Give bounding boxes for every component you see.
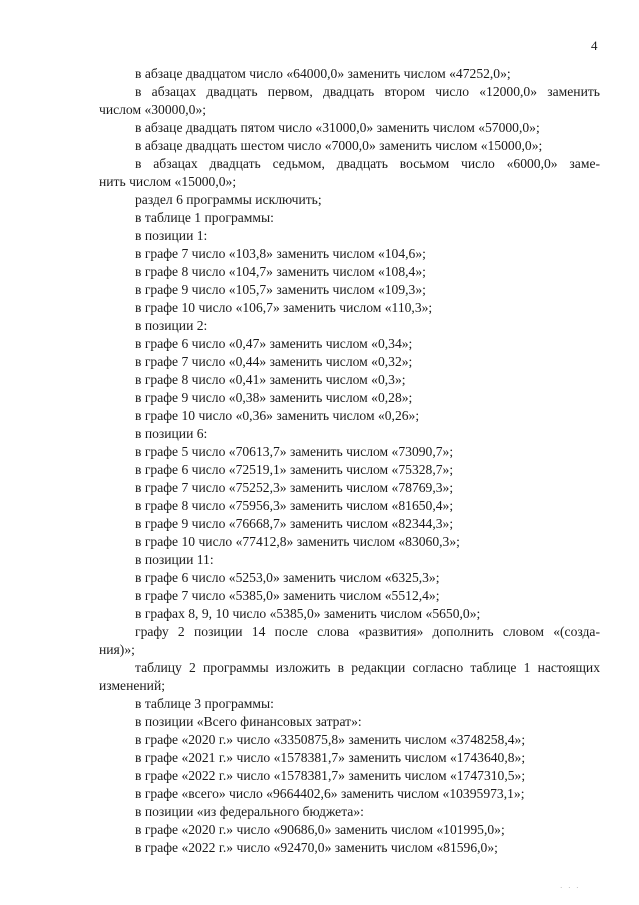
text-line: в позиции «из федерального бюджета»: [135, 804, 364, 819]
text-line: в таблице 3 программы: [135, 696, 274, 711]
text-line: ния)»; [99, 642, 135, 657]
text-line: в графах 8, 9, 10 число «5385,0» заменить числом «5650,0»; [135, 606, 481, 621]
text-line: в графе 7 число «5385,0» заменить числом «5512,4»; [135, 588, 440, 603]
text-line: в графе 6 число «0,47» заменить числом «0,34»; [135, 336, 413, 351]
text-line: в таблице 1 программы: [135, 210, 274, 225]
text-line: в графе «2022 г.» число «1578381,7» заменить числом «1747310,5»; [135, 768, 526, 783]
text-line: изменений; [99, 678, 165, 693]
text-line: в графе 9 число «0,38» заменить числом «0,28»; [135, 390, 413, 405]
text-line: в абзацах двадцать первом, двадцать втором число «12000,0» заменить [135, 84, 600, 99]
text-line: в позиции 1: [135, 228, 208, 243]
text-line: в графе 9 число «76668,7» заменить числом «82344,3»; [135, 516, 454, 531]
text-line: в графе 10 число «0,36» заменить числом «0,26»; [135, 408, 420, 423]
text-line: в графе 7 число «75252,3» заменить числом «78769,3»; [135, 480, 454, 495]
text-line: в графе 6 число «72519,1» заменить числом «75328,7»; [135, 462, 454, 477]
text-line: в позиции 2: [135, 318, 208, 333]
text-line: в графе 7 число «0,44» заменить числом «0,32»; [135, 354, 413, 369]
text-line: в графе «2022 г.» число «92470,0» заменить числом «81596,0»; [135, 840, 498, 855]
text-line: в абзацах двадцать седьмом, двадцать восьмом число «6000,0» заме- [135, 156, 600, 171]
text-line: в графе 10 число «77412,8» заменить числом «83060,3»; [135, 534, 460, 549]
text-line: в графе 8 число «75956,3» заменить числом «81650,4»; [135, 498, 454, 513]
text-line: в позиции 11: [135, 552, 214, 567]
text-line: в позиции «Всего финансовых затрат»: [135, 714, 362, 729]
text-line: числом «30000,0»; [99, 102, 207, 117]
text-line: в графе «2020 г.» число «90686,0» заменить числом «101995,0»; [135, 822, 505, 837]
text-line: в графе 9 число «105,7» заменить числом «109,3»; [135, 282, 426, 297]
page-number: 4 [591, 38, 598, 53]
text-line: в графе 10 число «106,7» заменить числом «110,3»; [135, 300, 433, 315]
text-line: в графе «2020 г.» число «3350875,8» заменить числом «3748258,4»; [135, 732, 526, 747]
text-line: раздел 6 программы исключить; [135, 192, 322, 207]
text-line: в абзаце двадцать пятом число «31000,0» заменить числом «57000,0»; [135, 120, 540, 135]
text-line: графу 2 позиции 14 после слова «развития» дополнить словом «(созда- [135, 624, 600, 639]
text-line: нить числом «15000,0»; [99, 174, 237, 189]
text-line: в графе 8 число «0,41» заменить числом «0,3»; [135, 372, 406, 387]
text-line: в позиции 6: [135, 426, 208, 441]
text-line: в графе 5 число «70613,7» заменить числом «73090,7»; [135, 444, 454, 459]
text-line: в графе 7 число «103,8» заменить числом «104,6»; [135, 246, 426, 261]
text-line: в абзаце двадцатом число «64000,0» заменить числом «47252,0»; [135, 66, 511, 81]
scan-artifact: · · · [560, 884, 581, 892]
text-line: в графе «2021 г.» число «1578381,7» заменить числом «1743640,8»; [135, 750, 526, 765]
text-line: в абзаце двадцать шестом число «7000,0» заменить числом «15000,0»; [135, 138, 543, 153]
text-line: в графе 8 число «104,7» заменить числом «108,4»; [135, 264, 426, 279]
text-line: в графе 6 число «5253,0» заменить числом «6325,3»; [135, 570, 440, 585]
text-line: в графе «всего» число «9664402,6» заменить числом «10395973,1»; [135, 786, 525, 801]
text-line: таблицу 2 программы изложить в редакции согласно таблице 1 настоящих [135, 660, 600, 675]
